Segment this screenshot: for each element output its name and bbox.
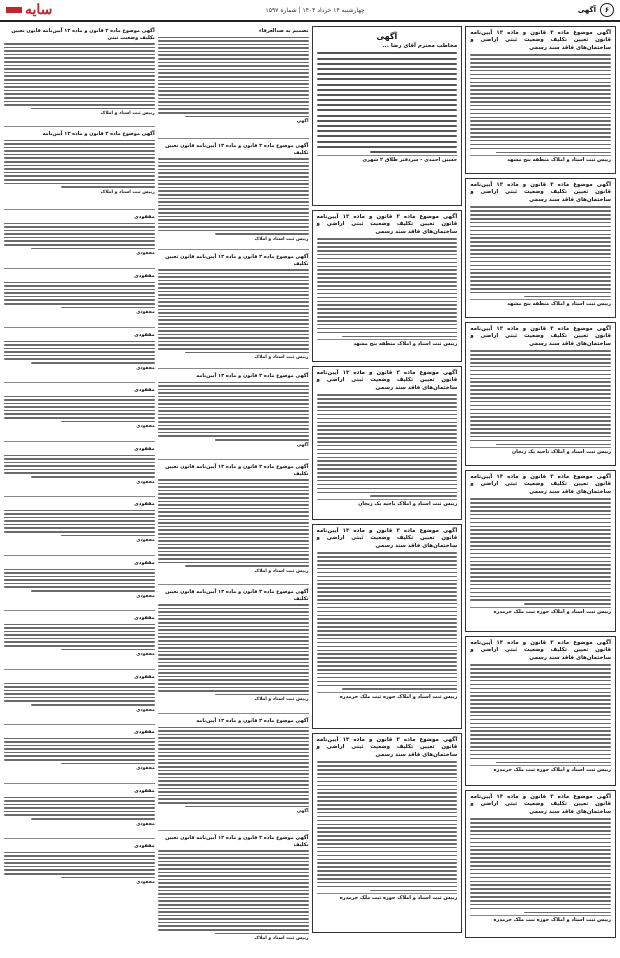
notice-title: آگهی موضوع ماده ۳ قانون و ماده ۱۳ آیین‌نامه قانون تعیین تکلیف وضعیت ثبتی اراضی و ساختمان‌های فاقد سند رسمی [470,326,611,347]
item-tag: مفقودی [136,652,155,658]
notice-signature: رییس ثبت اسناد و املاک حوزه ثبت ملک خرمدره [317,692,458,700]
notice-body [470,664,611,763]
notice-body [317,238,458,337]
list-item [158,716,309,831]
logo-bar-icon [6,7,22,13]
notice-title: مخاطب محترم آقای رضا ... [382,43,458,49]
item-title: آگهی موضوع ماده ۳ قانون و ماده ۱۳ آیین‌نامه قانون تعیین تکلیف [165,464,309,477]
issue-date: چهارشنبه ۱۴ خرداد ۱۴۰۴ | شماره ۱۵۹۷ [265,6,365,14]
item-title: مفقودی [134,214,155,220]
item-title: مفقودی [134,501,155,507]
item-tag: رییس ثبت اسناد و املاک [254,936,309,942]
notice-signature: رییس ثبت اسناد و املاک حوزه ثبت ملک خرمدره [470,915,611,923]
notice-a2 [465,178,616,318]
list-item [4,672,155,725]
list-item [4,385,155,442]
item-tag: آگهی [296,442,309,448]
list-item [4,212,155,269]
item-title: مفقودی [134,446,155,452]
item-title: مفقودی [134,273,155,279]
item-title: مفقودی [134,843,155,849]
page-number-block [578,3,614,17]
list-item [4,129,155,210]
item-tag: آگهی [296,119,309,125]
item-tag: رییس ثبت اسناد و املاک [254,355,309,361]
item-tag: رییس ثبت اسناد و املاک [100,189,155,195]
notice-a3 [465,322,616,466]
item-tag: مفقودی [136,593,155,599]
page-number: ۶ [600,3,614,17]
notice-heading: آگهی [376,32,398,41]
notice-a5 [465,636,616,786]
notice-b2 [312,210,463,362]
page-header [0,0,620,22]
notice-body [470,206,611,297]
notice-signature: رییس ثبت اسناد و املاک ناحیه یک زنجان [470,447,611,455]
column-2 [312,26,463,954]
notice-signature: رییس ثبت اسناد و املاک حوزه ثبت ملک خرمدره [317,893,458,901]
item-tag: رییس ثبت اسناد و املاک [254,237,309,243]
notice-body [470,498,611,605]
notice-signature: رییس ثبت اسناد و املاک منطقه پنج مشهد [470,299,611,307]
item-tag: مفقودی [136,821,155,827]
notice-b1 [312,26,463,206]
list-item [158,26,309,139]
notice-signature: رییس ثبت اسناد و املاک حوزه ثبت ملک خرمدره [470,765,611,773]
notice-signature: حسین احمدی - سردفتر طلاق ۲ شهری [317,155,458,163]
notice-signature: رییس ثبت اسناد و املاک ناحیه یک زنجان [317,499,458,507]
list-item [4,613,155,670]
notice-title: آگهی موضوع ماده ۳ قانون و ماده ۱۳ آیین‌نامه قانون تعیین تکلیف وضعیت ثبتی اراضی و ساختمان‌های فاقد سند رسمی [316,737,458,758]
notice-title: آگهی موضوع ماده ۳ قانون و ماده ۱۳ آیین‌نامه قانون تعیین تکلیف وضعیت ثبتی اراضی و ساختمان‌های فاقد سند رسمی [316,370,458,391]
column-4 [4,26,155,954]
notice-title: آگهی موضوع ماده ۳ قانون و ماده ۱۳ آیین‌نامه قانون تعیین تکلیف وضعیت ثبتی اراضی و ساختمان‌های فاقد سند رسمی [470,474,611,495]
notice-title: آگهی موضوع ماده ۳ قانون و ماده ۱۳ آیین‌نامه قانون تعیین تکلیف وضعیت ثبتی اراضی و ساختمان‌های فاقد سند رسمی [470,640,611,661]
notice-b4 [312,524,463,729]
notice-title: آگهی موضوع ماده ۳ قانون و ماده ۱۳ آیین‌نامه قانون تعیین تکلیف وضعیت ثبتی اراضی و ساختمان‌های فاقد سند رسمی [316,528,458,549]
item-title: آگهی موضوع ماده ۳ قانون و ماده ۱۳ آیین‌نامه قانون تعیین تکلیف [165,254,309,267]
item-title: آگهی موضوع ماده ۳ قانون و ماده ۱۳ آیین‌نامه قانون تعیین تکلیف [165,835,309,848]
item-tag: مفقودی [136,766,155,772]
notice-signature: رییس ثبت اسناد و املاک حوزه ثبت ملک خرمدره [470,607,611,615]
item-tag: مفقودی [136,365,155,371]
list-item [4,26,155,127]
list-item [158,587,309,714]
logo-text: سایه [25,2,53,18]
notice-b5 [312,733,463,933]
item-title: مفقودی [134,560,155,566]
notice-b3 [312,366,463,520]
item-tag: رییس ثبت اسناد و املاک [100,111,155,117]
item-title: تصمیم به صدالعرفاء [259,28,309,34]
item-tag: مفقودی [136,707,155,713]
item-title: مفقودی [134,788,155,794]
notice-body [317,552,458,690]
list-item [4,330,155,383]
item-tag: مفقودی [136,880,155,886]
item-tag: آگهی [296,809,309,815]
item-tag: رییس ثبت اسناد و املاک [254,568,309,574]
item-title: آگهی موضوع ماده ۳ قانون و ماده ۱۳ آیین‌نامه قانون تعیین تکلیف [165,589,309,602]
notice-title: آگهی موضوع ماده ۳ قانون و ماده ۱۳ آیین‌نامه قانون تعیین تکلیف وضعیت ثبتی اراضی و ساختمان‌های فاقد سند رسمی [470,794,611,815]
item-title: آگهی موضوع ماده ۳ قانون و ماده ۱۳ آیین‌نامه قانون تعیین تکلیف [165,143,309,156]
notice-body [317,761,458,891]
list-item [158,462,309,585]
list-item [158,252,309,369]
column-3 [158,26,309,954]
notice-a6 [465,790,616,938]
list-item [4,727,155,784]
notice-signature: رییس ثبت اسناد و املاک منطقه پنج مشهد [470,155,611,163]
item-tag: رییس ثبت اسناد و املاک [254,697,309,703]
notice-title: آگهی موضوع ماده ۳ قانون و ماده ۱۳ آیین‌نامه قانون تعیین تکلیف وضعیت ثبتی اراضی و ساختمان‌های فاقد سند رسمی [470,182,611,203]
columns [4,26,616,954]
list-item [4,444,155,497]
list-item [158,141,309,250]
list-item [4,841,155,897]
item-title: مفقودی [134,729,155,735]
section-label: آگهی [577,6,596,14]
item-tag: مفقودی [136,424,155,430]
notice-body [317,394,458,497]
notice-a1 [465,26,616,174]
column-1 [465,26,616,954]
list-item [4,271,155,328]
item-tag: مفقودی [136,310,155,316]
item-tag: مفقودی [136,479,155,485]
item-tag: مفقودی [136,538,155,544]
item-title: آگهی موضوع ماده ۳ قانون و ماده ۱۳ آیین‌نامه قانون تعیین تکلیف وضعیت ثبتی [11,28,155,41]
notice-body [470,54,611,153]
item-title: آگهی موضوع ماده ۳ قانون و ماده ۱۳ آیین‌نامه [196,718,309,724]
notice-title: آگهی موضوع ماده ۳ قانون و ماده ۱۳ آیین‌نامه قانون تعیین تکلیف وضعیت ثبتی اراضی و ساختمان‌های فاقد سند رسمی [470,30,611,51]
item-title: مفقودی [134,387,155,393]
list-item [4,499,155,556]
list-item [158,833,309,953]
notice-body [317,52,458,153]
notice-body [470,350,611,445]
list-item [158,371,309,460]
item-title: مفقودی [134,674,155,680]
item-title: مفقودی [134,332,155,338]
item-tag: مفقودی [136,251,155,257]
list-item [4,786,155,839]
notice-a4 [465,470,616,632]
notice-signature: رییس ثبت اسناد و املاک منطقه پنج مشهد [317,339,458,347]
notice-body [470,818,611,913]
item-title: آگهی موضوع ماده ۳ قانون و ماده ۱۳ آیین‌نامه [196,373,309,379]
item-title: مفقودی [134,615,155,621]
newspaper-logo [6,2,52,18]
item-title: آگهی موضوع ماده ۳ قانون و ماده ۱۳ آیین‌نامه [42,131,155,137]
list-item [4,558,155,611]
notice-title: آگهی موضوع ماده ۳ قانون و ماده ۱۳ آیین‌نامه قانون تعیین تکلیف وضعیت ثبتی اراضی و ساختمان‌های فاقد سند رسمی [316,214,458,235]
